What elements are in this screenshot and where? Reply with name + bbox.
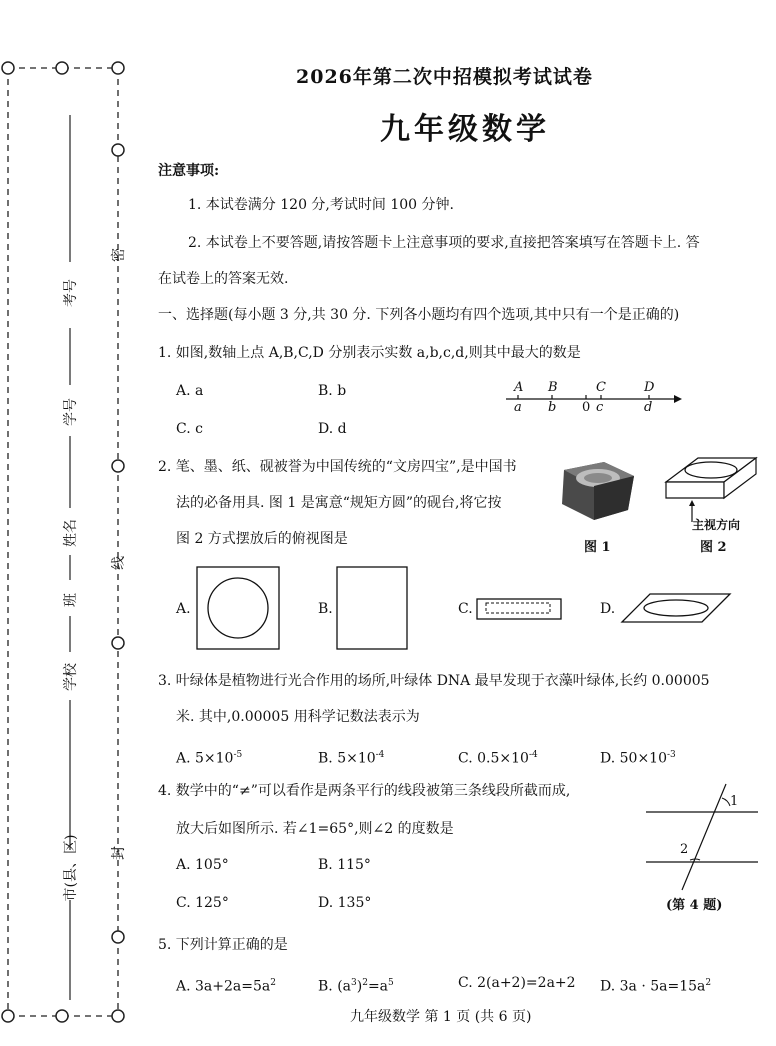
q4-figure-caption: (第 4 题) (666, 898, 723, 913)
q2-fig1-caption: 图 1 (584, 540, 611, 555)
page-footer: 九年级数学 第 1 页 (共 6 页) (350, 1009, 532, 1025)
q2-line1: 2. 笔、墨、纸、砚被誉为中国传统的“文房四宝”,是中国书 (158, 459, 517, 475)
seal-mark-xian: 线 (111, 556, 127, 570)
q2-fig2-caption: 图 2 (700, 540, 727, 555)
q4-option-d: D. 135° (318, 895, 372, 911)
notice-heading: 注意事项: (158, 163, 220, 179)
exam-title: 2026年第二次中招模拟考试试卷 (296, 66, 593, 88)
q3-line2: 米. 其中,0.00005 用科学记数法表示为 (176, 709, 420, 725)
q1-value-a-label: a (514, 400, 522, 415)
section-heading: 一、选择题(每小题 3 分,共 30 分. 下列各小题均有四个选项,其中只有一个是正确的) (158, 307, 680, 323)
sidebar-label-exam-number: 考号 (63, 279, 79, 307)
q3-option-d: D. $50\times 10^{-3}$ (600, 750, 676, 767)
q1-stem: 1. 如图,数轴上点 A,B,C,D 分别表示实数 a,b,c,d,则其中最大的数是 (158, 345, 581, 361)
q1-point-b-label: B (548, 380, 558, 395)
q2-option-b-figure (336, 566, 408, 650)
q4-angle-1-label: 1 (730, 794, 739, 809)
q5-option-b: B. $(a^3)^2=a^5$ (318, 978, 394, 995)
q1-value-b-label: b (548, 400, 557, 415)
sidebar-label-student-number: 学号 (63, 398, 79, 426)
subject-title: 九年级数学 (380, 112, 550, 147)
seal-mark-feng: 封 (111, 846, 127, 860)
q2-option-c-figure (476, 598, 562, 622)
q2-option-a-figure (196, 566, 280, 650)
q4-option-c: C. 125° (176, 895, 229, 911)
q3-line1: 3. 叶绿体是植物进行光合作用的场所,叶绿体 DNA 最早发现于衣藻叶绿体,长约 0.00005 (158, 673, 710, 689)
q3-option-c: C. $0.5\times 10^{-4}$ (458, 750, 538, 767)
notice-item-2-line1: 2. 本试卷上不要答题,请按答题卡上注意事项的要求,直接把答案填写在答题卡上. 答 (188, 235, 700, 251)
notice-item-2-line2: 在试卷上的答案无效. (158, 271, 289, 287)
seal-mark-mi: 密 (111, 248, 127, 262)
q1-option-d: D. d (318, 421, 347, 437)
q2-view-direction-label: 主视方向 (692, 518, 741, 532)
q2-line3: 图 2 方式摆放后的俯视图是 (176, 531, 348, 547)
q1-value-d-label: d (644, 400, 653, 415)
q2-option-c-label: C. (458, 601, 473, 617)
q4-line1: 4. 数学中的“≠”可以看作是两条平行的线段被第三条线段所截而成, (158, 783, 571, 799)
q4-option-a: A. 105° (176, 857, 229, 873)
q3-option-a: A. $5\times 10^{-5}$ (176, 750, 243, 767)
q1-point-c-label: C (596, 380, 606, 395)
q5-option-c: C. 2(a+2)=2a+2 (458, 975, 576, 991)
q5-option-d: D. $3a \cdot 5a=15a^2$ (600, 978, 712, 995)
q1-point-a-label: A (514, 380, 524, 395)
sidebar-label-school: 学校 (63, 663, 79, 691)
q2-line2: 法的必备用具. 图 1 是寓意“规矩方圆”的砚台,将它按 (176, 495, 502, 511)
q4-parallel-lines-figure (646, 784, 766, 894)
q1-value-c-label: c (596, 400, 604, 415)
sidebar-label-city: 市(县、区) (63, 834, 79, 902)
q2-option-a-label: A. (176, 601, 191, 617)
q5-option-a: A. $3a+2a=5a^2$ (176, 978, 276, 995)
q1-option-a: A. a (176, 383, 204, 399)
q1-option-c: C. c (176, 421, 203, 437)
q4-angle-2-label: 2 (680, 842, 689, 857)
notice-item-1: 1. 本试卷满分 120 分,考试时间 100 分钟. (188, 197, 454, 213)
q1-point-d-label: D (644, 380, 655, 395)
q4-line2: 放大后如图所示. 若∠1=65°,则∠2 的度数是 (176, 821, 454, 837)
sidebar-label-name: 姓名 (63, 519, 79, 547)
sidebar-label-class: 班 (63, 593, 79, 607)
q3-option-b: B. $5\times 10^{-4}$ (318, 750, 385, 767)
q1-option-b: B. b (318, 383, 347, 399)
q2-option-d-label: D. (600, 601, 616, 617)
q5-stem: 5. 下列计算正确的是 (158, 937, 288, 953)
q4-option-b: B. 115° (318, 857, 371, 873)
q2-option-d-figure (620, 592, 732, 626)
q1-zero-label: 0 (582, 400, 591, 415)
q2-fig1-inkstone (558, 458, 638, 528)
q2-option-b-label: B. (318, 601, 333, 617)
